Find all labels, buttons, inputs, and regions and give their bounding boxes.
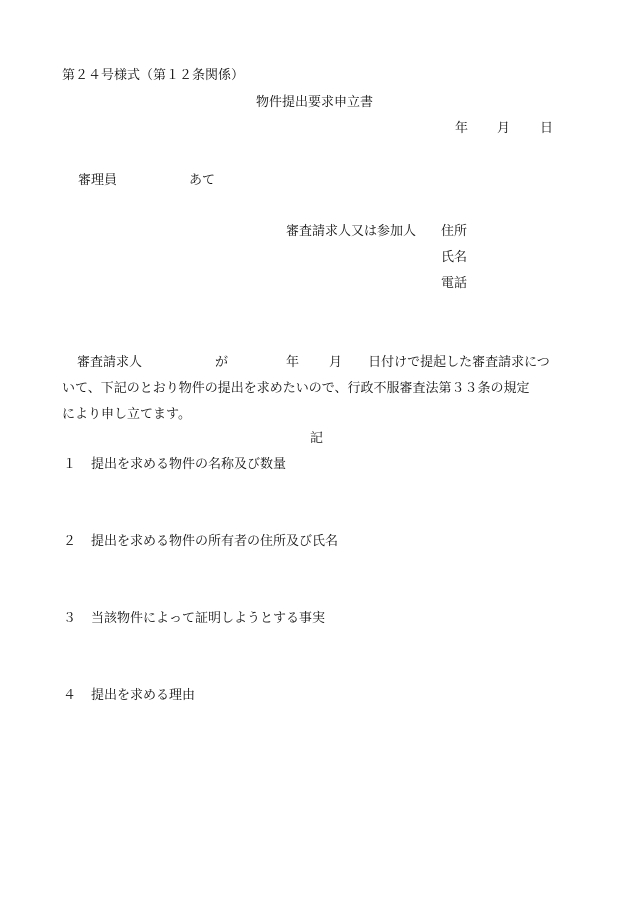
item-number: ２ bbox=[63, 534, 77, 549]
addressee-suffix: あて bbox=[189, 173, 216, 188]
list-item bbox=[63, 457, 286, 473]
item-text: 提出を求める物件の名称及び数量 bbox=[91, 457, 287, 472]
list-item bbox=[63, 611, 325, 627]
date-year-label: 年 bbox=[455, 121, 469, 136]
list-item bbox=[63, 688, 195, 704]
date-month-label: 月 bbox=[497, 121, 511, 136]
request-paragraph bbox=[62, 350, 582, 428]
item-text: 提出を求める物件の所有者の住所及び氏名 bbox=[91, 534, 339, 549]
item-number: １ bbox=[63, 457, 77, 472]
list-item bbox=[63, 534, 338, 550]
paragraph-line-1 bbox=[62, 350, 582, 376]
item-number: ３ bbox=[63, 611, 77, 626]
paragraph-rest: 日付けで提起した審査請求につ bbox=[368, 355, 550, 370]
paragraph-month: 月 bbox=[329, 355, 343, 370]
form-number: 第２４号様式（第１２条関係） bbox=[62, 68, 245, 83]
document-title: 物件提出要求申立書 bbox=[256, 95, 374, 110]
date-day-label: 日 bbox=[540, 121, 554, 136]
paragraph-line-3: により申し立てます。 bbox=[62, 407, 191, 422]
applicant-address-label: 住所 bbox=[441, 224, 468, 239]
item-text: 提出を求める理由 bbox=[91, 688, 196, 703]
paragraph-line-2: いて、下記のとおり物件の提出を求めたいので、行政不服審査法第３３条の規定 bbox=[62, 381, 530, 396]
addressee-role: 審理員 bbox=[78, 173, 118, 188]
item-text: 当該物件によって証明しようとする事実 bbox=[91, 611, 326, 626]
applicant-phone-label: 電話 bbox=[441, 276, 468, 291]
applicant-name-label: 氏名 bbox=[441, 250, 468, 265]
ki-heading: 記 bbox=[310, 431, 324, 446]
paragraph-ga: が bbox=[215, 355, 229, 370]
paragraph-year: 年 bbox=[286, 355, 300, 370]
applicant-label: 審査請求人又は参加人 bbox=[286, 224, 417, 239]
item-number: ４ bbox=[63, 688, 77, 703]
paragraph-requester: 審査請求人 bbox=[77, 355, 143, 370]
